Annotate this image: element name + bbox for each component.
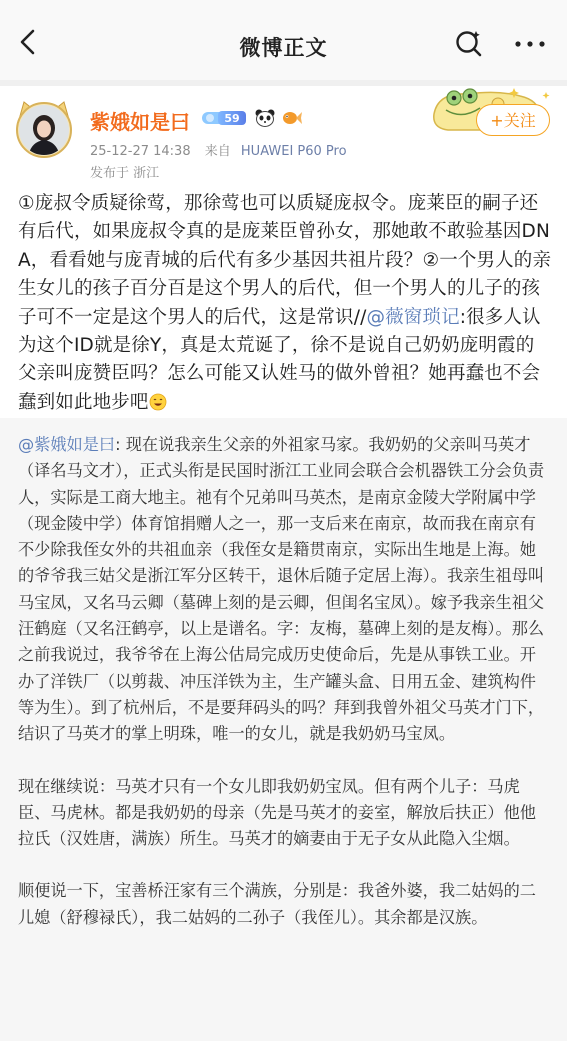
post-meta [90, 140, 347, 159]
source-prefix: 来自 [204, 144, 231, 159]
mention-link[interactable]: @薇窗琐记 [366, 306, 460, 328]
goldfish-icon [280, 108, 302, 128]
post-text [18, 190, 552, 417]
repost-paragraph-3: 顺便说一下，宝善桥汪家有三个满族，分别是：我爸外婆，我二姑妈的二儿媳（舒穆禄氏），我二姑妈的二孙子（我侄儿）。其余都是汉族。 [18, 881, 536, 927]
svg-text:59: 59 [224, 112, 240, 125]
panda-icon [254, 108, 276, 128]
reposted-text [18, 432, 550, 957]
top-bar [0, 0, 567, 80]
repost-paragraph-1-text: : 现在说我亲生父亲的外祖家马家。我奶奶的父亲叫马英才（译名马文才），正式头衔是民国时浙江工业同会联合会机器铁工分会负责人，实际是工商大地主。祂有个兄弟叫马英杰，是南京金陵大学附属中学（现金陵中学）体育馆捐赠人之一，那一支后来在南京，故而我在南京有不少除我侄女外的共祖血亲（我侄女是籍贯南京，实际出生地是上海。她的爷爷我三姑父是浙江军分区转干，退休后随子定居上海）。我亲生祖母叫马宝凤，又名马云卿（墓碑上刻的是云卿，但闺名宝凤）。嫁予我亲生祖父汪鹤庭（又名汪鹤亭，以上是谱名。字：友梅，墓碑上刻的是友梅）。那么之前我说过，我爷爷在上海公估局完成历史使命后，先是从事铁工业。开办了洋铁厂（以剪裁、冲压洋铁为主，生产罐头盒、日用五金、建筑构件等为生）。到了杭州后，不是要拜码头的吗？拜到我曾外祖父马英才门下，结识了马英才的掌上明珠，唯一的女儿，就是我奶奶马宝凤。 [18, 435, 545, 744]
smile-emoji-icon [149, 393, 167, 411]
post-text-part-2: :很多人认为这个ID就是徐Y，真是太荒诞了，徐不是说自己奶奶庞明霞的父亲叫庞赞臣吗？怎么可能又认姓马的做外曾祖？她再蠢也不会蠢到如此地步吧 [18, 306, 541, 413]
repost-paragraph-2: 现在继续说：马英才只有一个女儿即我奶奶宝凤。但有两个儿子：马虎臣、马虎林。都是我奶奶的母亲（先是马英才的妾室，解放后扶正）他他拉氏（汉姓唐，满族）所生。马英才的嫡妻由于无子女从此隐入尘烟。 [18, 776, 536, 849]
more-options-icon[interactable] [512, 30, 548, 56]
post-time: 25-12-27 14:38 [90, 144, 191, 159]
repost-mention-link[interactable]: @紫娥如是曰 [18, 435, 116, 454]
device-link[interactable]: HUAWEI P60 Pro [240, 144, 347, 159]
post-location: 发布于 浙江 [90, 166, 160, 181]
follow-button[interactable]: +关注 [476, 104, 550, 136]
post-text-part-1: ①庞叔令质疑徐莺，那徐莺也可以质疑庞叔令。庞莱臣的嗣子还有后代，如果庞叔令真的是庞莱臣曾孙女，那她敢不敢验基因DNA，看看她与庞青城的后代有多少基因共祖片段？②一个男人的亲生女儿的孩子百分百是这个男人的后代，但一个男人的儿子的孩子可不一定是这个男人的后代，这是常识// [18, 193, 552, 328]
page-title: 微博正文 [239, 36, 328, 60]
search-icon[interactable] [454, 28, 484, 58]
username[interactable]: 紫娥如是曰 [90, 110, 190, 134]
vip-level-badge[interactable] [200, 108, 248, 128]
repost-paragraph-1 [18, 432, 550, 748]
user-avatar[interactable] [14, 98, 74, 158]
